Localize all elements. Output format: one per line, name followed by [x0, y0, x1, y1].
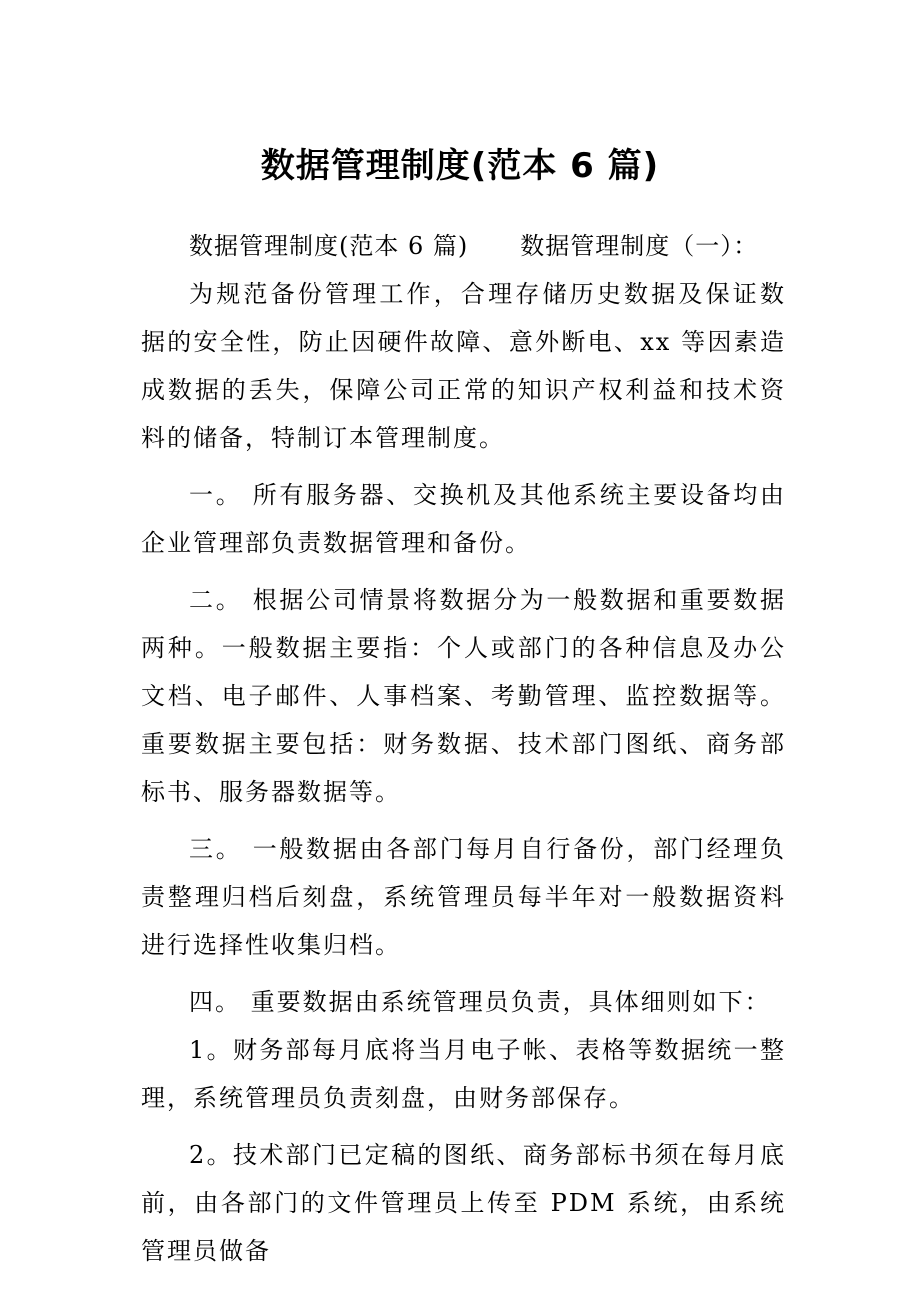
paragraph-item-2: 二。 根据公司情景将数据分为一般数据和重要数据两种。一般数据主要指：个人或部门的各种信息及办公文档、电子邮件、人事档案、考勤管理、监控数据等。重要数据主要包括：财务数据、技术部门图纸、商务部标书、服务器数据等。 [141, 586, 786, 806]
paragraph-intro: 为规范备份管理工作，合理存储历史数据及保证数据的安全性，防止因硬件故障、意外断电、xx 等因素造成数据的丢失，保障公司正常的知识产权利益和技术资料的储备，特制订本管理制度。 [141, 280, 786, 452]
paragraph-item-3: 三。 一般数据由各部门每月自行备份，部门经理负责整理归档后刻盘，系统管理员每半年对一般数据资料进行选择性收集归档。 [141, 835, 786, 959]
document-title: 数据管理制度(范本 6 篇) [260, 146, 660, 186]
document-body [141, 222, 786, 1275]
subtitle-line [141, 222, 786, 270]
paragraph-item-1: 一。 所有服务器、交换机及其他系统主要设备均由企业管理部负责数据管理和备份。 [141, 481, 786, 557]
subtitle-left: 数据管理制度(范本 6 篇) [189, 232, 469, 260]
paragraph-item-4: 四。 重要数据由系统管理员负责，具体细则如下： [189, 988, 771, 1016]
subtitle-right: 数据管理制度（一）： [520, 232, 759, 260]
paragraph-subitem-1: 1。财务部每月底将当月电子帐、表格等数据统一整理，系统管理员负责刻盘，由财务部保存。 [141, 1036, 786, 1112]
paragraph-subitem-2: 2。技术部门已定稿的图纸、商务部标书须在每月底前，由各部门的文件管理员上传至 PDM 系统，由系统管理员做备 [141, 1141, 786, 1265]
